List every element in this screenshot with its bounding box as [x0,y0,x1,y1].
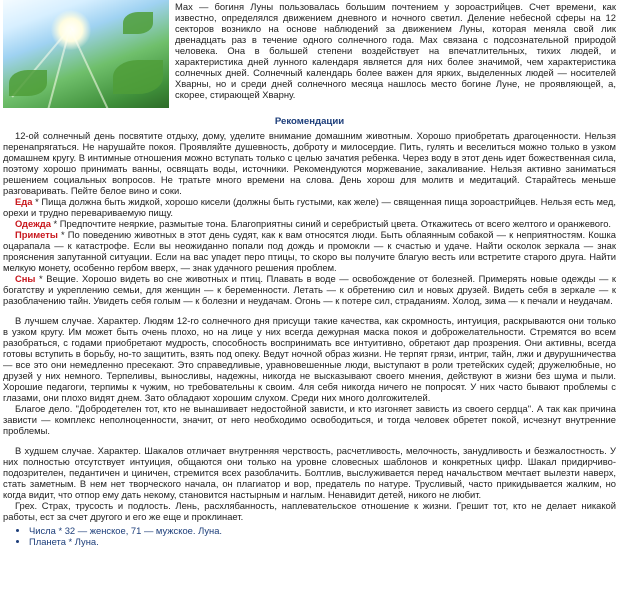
sun-ray [69,28,109,108]
info-list [3,525,616,547]
blessing-paragraph: Благое дело. "Добродетелен тот, кто не вынашивает недостойной зависти, и кто изгоняет зависть из своего сердца". А так как причина зависти — комплекс неполноценности, значит, от него необходимо освободиться, и тогда человек обретет покой, исчезнут внутренние проблемы. [3,403,616,436]
food-text: * Пища должна быть жидкой, хорошо кисели (должны быть густыми, как желе) — священная пища зороастрийцев. Нельзя есть мед, орехи и трудно перевариваемую пищу. [3,196,616,218]
sins-paragraph: Грех. Страх, трусость и подлость. Лень, расхлябанность, наплевательское отношение к жизни. Грешит тот, кто не делает никакой работы, ест за счет другого и его же еще и проклинает. [3,500,616,522]
intro-text: Мах — богиня Луны пользовалась большим почтением у зороастрийцев. Счет времени, как известно, определялся движением дневного и ночного светил. Деление небесной сферы на 12 секторов возникло на основе наблюдений за движением Луны, которая меняла свой лик двенадцать раз в течение одного солнечного года. Мах связана с подсознательной природой человека. Она в большей степени воздействует на впечатлительных, тихих людей, и характеристика дней лунного календаря является для них более значимой, чем характеристика солнечных дней. Солнечный календарь более важен для ярких, выделенных людей — носителей Хварны, но и среди дней солнечного месяца нашлось место богине Луне, не проявляющей, а, скорее, стирающей Хварну. [175,1,616,100]
intro-block [3,0,616,108]
clothes-label: Одежда [15,218,51,229]
signs-text: * По поведению животных в этот день судят, как к вам относятся люди. Быть облаянным собакой — к неприятностям. Кошка оцарапала — к катастрофе. Если вы неожиданно попали под дождь и промокли — к счастью и удаче. Найти осколок зеркала — знак прояснения запутанной ситуации. Если на вас упадет перо птицы, то скоро вы получите благую весть или встретите старого друга. Найти мелкую монету, особенно гербом вверх, — знак удачного решения проблем. [3,229,616,273]
best-case-paragraph: В лучшем случае. Характер. Людям 12-го солнечного дня присущи такие качества, как скромность, интуиция, раскрываются они только в узком кругу. Им может быть очень плохо, но на лице у них всегда дежурная маска покоя и доброжелательности. Стремятся во всем разобраться, с годами приобретают мудрость, способность воспринимать все интуитивно, обретают дар прозрения. Они активны, всегда готовы вступить в борьбу, но-то защитить, взять под опеку. Ведут ночной образ жизни. Не терпят грязи, интриг, тайн, лжи и двурушничества — все это они немедленно пресекают. Это справедливые, уравновешенные люди, выступают в роли третейских судей; дружелюбные, но друзей у них немного. Терпеливы, выносливы, надежны, никогда не высказывают своего мнения, действуют в жизни без шума и пыли. Хорошие педагоги, терпимы к чужим, но требовательны к своим. 4ля себя никогда ничего не попросят. У них часто бывают проблемы с глазами, они плохо видят днем. Зато обладают хорошим слухом. Среди них много долгожителей. [3,315,616,403]
section-heading: Рекомендации [274,116,345,127]
clothes-paragraph [3,218,616,229]
main-paragraph: 12-ой солнечный день посвятите отдыху, дому, уделите внимание домашним животным. Хорошо приобретать драгоценности. Нельзя перенапрягаться. Не нарушайте покоя. Проявляйте душевность, доброту и милосердие. Пить, гулять и веселиться можно только в узком домашнем кругу. В интимные отношения можно вступать только с целью зачатия ребенка. Через воду в этот день идет божественная сила, поэтому хорошо принимать ванны, освящать воды, источники. Рекомендуются моржевание, закаливание. Нельзя активно заниматься решением социальных вопросов. Не тратьте много времени на слова. День хорош для молитв и медитаций. Старайтесь меньше разговаривать. Пейте белое вино и соки. [3,130,616,196]
food-label: Еда [15,196,33,207]
leaf [123,12,153,34]
forest-sun-image [3,0,169,108]
list-item-numbers: • Числа * 32 — женское, 71 — мужское. Луна. [29,525,616,536]
leaf [113,60,163,94]
dreams-text: * Вещие. Хорошо видеть во сне животных и птиц. Плавать в воде — освобождение от болезней. Примерять новые одежды — к богатству и укреплению семьи, для женщин — к беременности. Летать — к обретению сил и новых друзей. Видеть себя в зеркале — к разоблачению тайн. Увидеть себя голым — к болезни и неудачам. Огонь — к потере сил, страданиям. Холод, зима — к печали и неудачам. [3,273,616,306]
spacer [3,436,616,445]
dreams-paragraph [3,273,616,306]
leaf [9,70,47,96]
list-item-planet: • Планета * Луна. [29,536,616,547]
clothes-text: * Предпочтите неяркие, размытые тона. Благоприятны синий и серебристый цвета. Откажитесь от всего желтого и оранжевого. [50,218,612,229]
food-paragraph [3,196,616,218]
dreams-label: Сны [15,273,36,284]
signs-label: Приметы [15,229,58,240]
worst-case-paragraph: В худшем случае. Характер. Шакалов отличает внутренняя черствость, расчетливость, мелочность, занудливость и безжалостность. У них полностью отсутствует интуиция, общаются они только на уровне словесных шаблонов и конкретных цифр. Шакал придирчиво-подозрителен, педантичен и циничен, стремится всех разоблачить. Болтлив, выслуживается перед начальством мечтает вылезти наверх, стать заметным. В нем нет творческого начала, он плагиатор и вор, предатель по натуре. Трусливый, часто прикидывается жалким, но когда видит, что отпор ему дать некому, становится настырным и наглым. Ненавидит детей, никого не любит. [3,445,616,500]
signs-paragraph [3,229,616,273]
spacer [3,306,616,315]
